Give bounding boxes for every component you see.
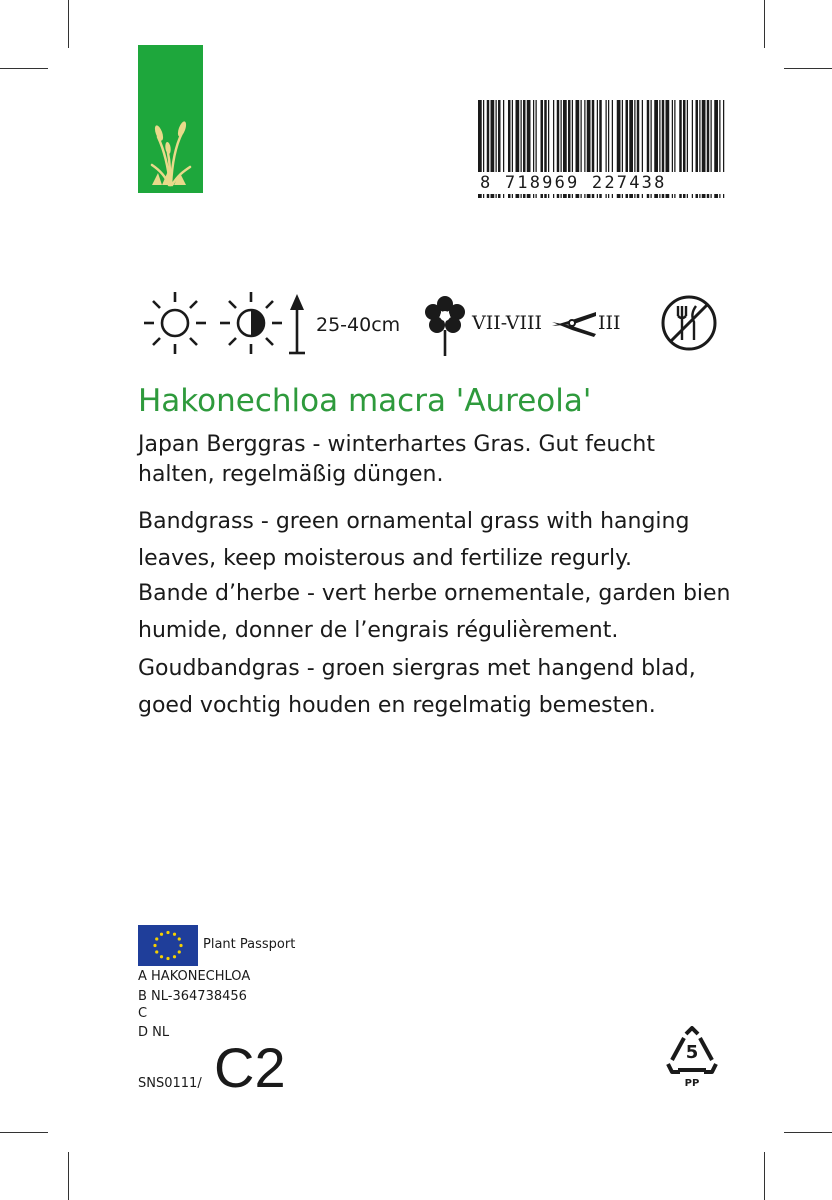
- crop-mark: [784, 68, 832, 69]
- crop-mark: [784, 1132, 832, 1133]
- description-en: Bandgrass - green ornamental grass with hanging leaves, keep moisterous and fertilize regurly.: [138, 509, 690, 571]
- pot-size: C2: [214, 1036, 286, 1099]
- barcode-number: 8 718969 227438: [478, 172, 726, 194]
- flowering-label: VII-VIII: [472, 312, 543, 334]
- passport-c: C: [138, 1006, 148, 1021]
- passport-b: B NL-364738456: [138, 989, 247, 1004]
- crop-mark: [764, 0, 765, 48]
- crop-mark: [68, 0, 69, 48]
- full-sun-icon: [140, 288, 210, 358]
- height-label: 25-40cm: [316, 314, 401, 336]
- pruning-label: III: [598, 312, 621, 334]
- recycle-pp-icon: [664, 1026, 720, 1092]
- product-title: Hakonechloa macra 'Aureola': [138, 383, 592, 419]
- height-arrow-icon: [286, 292, 308, 356]
- description-nl: Goudbandgras - groen siergras met hangend blad, goed vochtig houden en regelmatig bemesten.: [138, 656, 696, 718]
- description-de: Japan Berggras - winterhartes Gras. Gut feucht halten, regelmäßig düngen.: [138, 432, 655, 487]
- passport-d: D NL: [138, 1025, 170, 1040]
- crop-mark: [0, 68, 48, 69]
- crop-mark: [68, 1152, 69, 1200]
- care-icons: [140, 288, 720, 358]
- eu-flag-icon: [138, 925, 198, 966]
- pruning-shears-icon: [550, 308, 598, 338]
- passport-a: A HAKONECHLOA: [138, 969, 251, 984]
- description-fr: Bande d’herbe - vert herbe ornementale, garden bien humide, donner de l’engrais régulièrement.: [138, 581, 731, 643]
- not-edible-icon: [660, 294, 718, 352]
- recycle-number: 5: [685, 1042, 699, 1063]
- crop-mark: [0, 1132, 48, 1133]
- flower-icon: [420, 294, 470, 358]
- crop-mark: [764, 1152, 765, 1200]
- recycle-material: PP: [684, 1078, 700, 1089]
- product-code: SNS0111/: [138, 1076, 202, 1091]
- brand-logo: [138, 45, 203, 193]
- grass-icon: [138, 45, 203, 193]
- plant-passport-label: Plant Passport: [203, 937, 296, 952]
- half-shade-icon: [216, 288, 286, 358]
